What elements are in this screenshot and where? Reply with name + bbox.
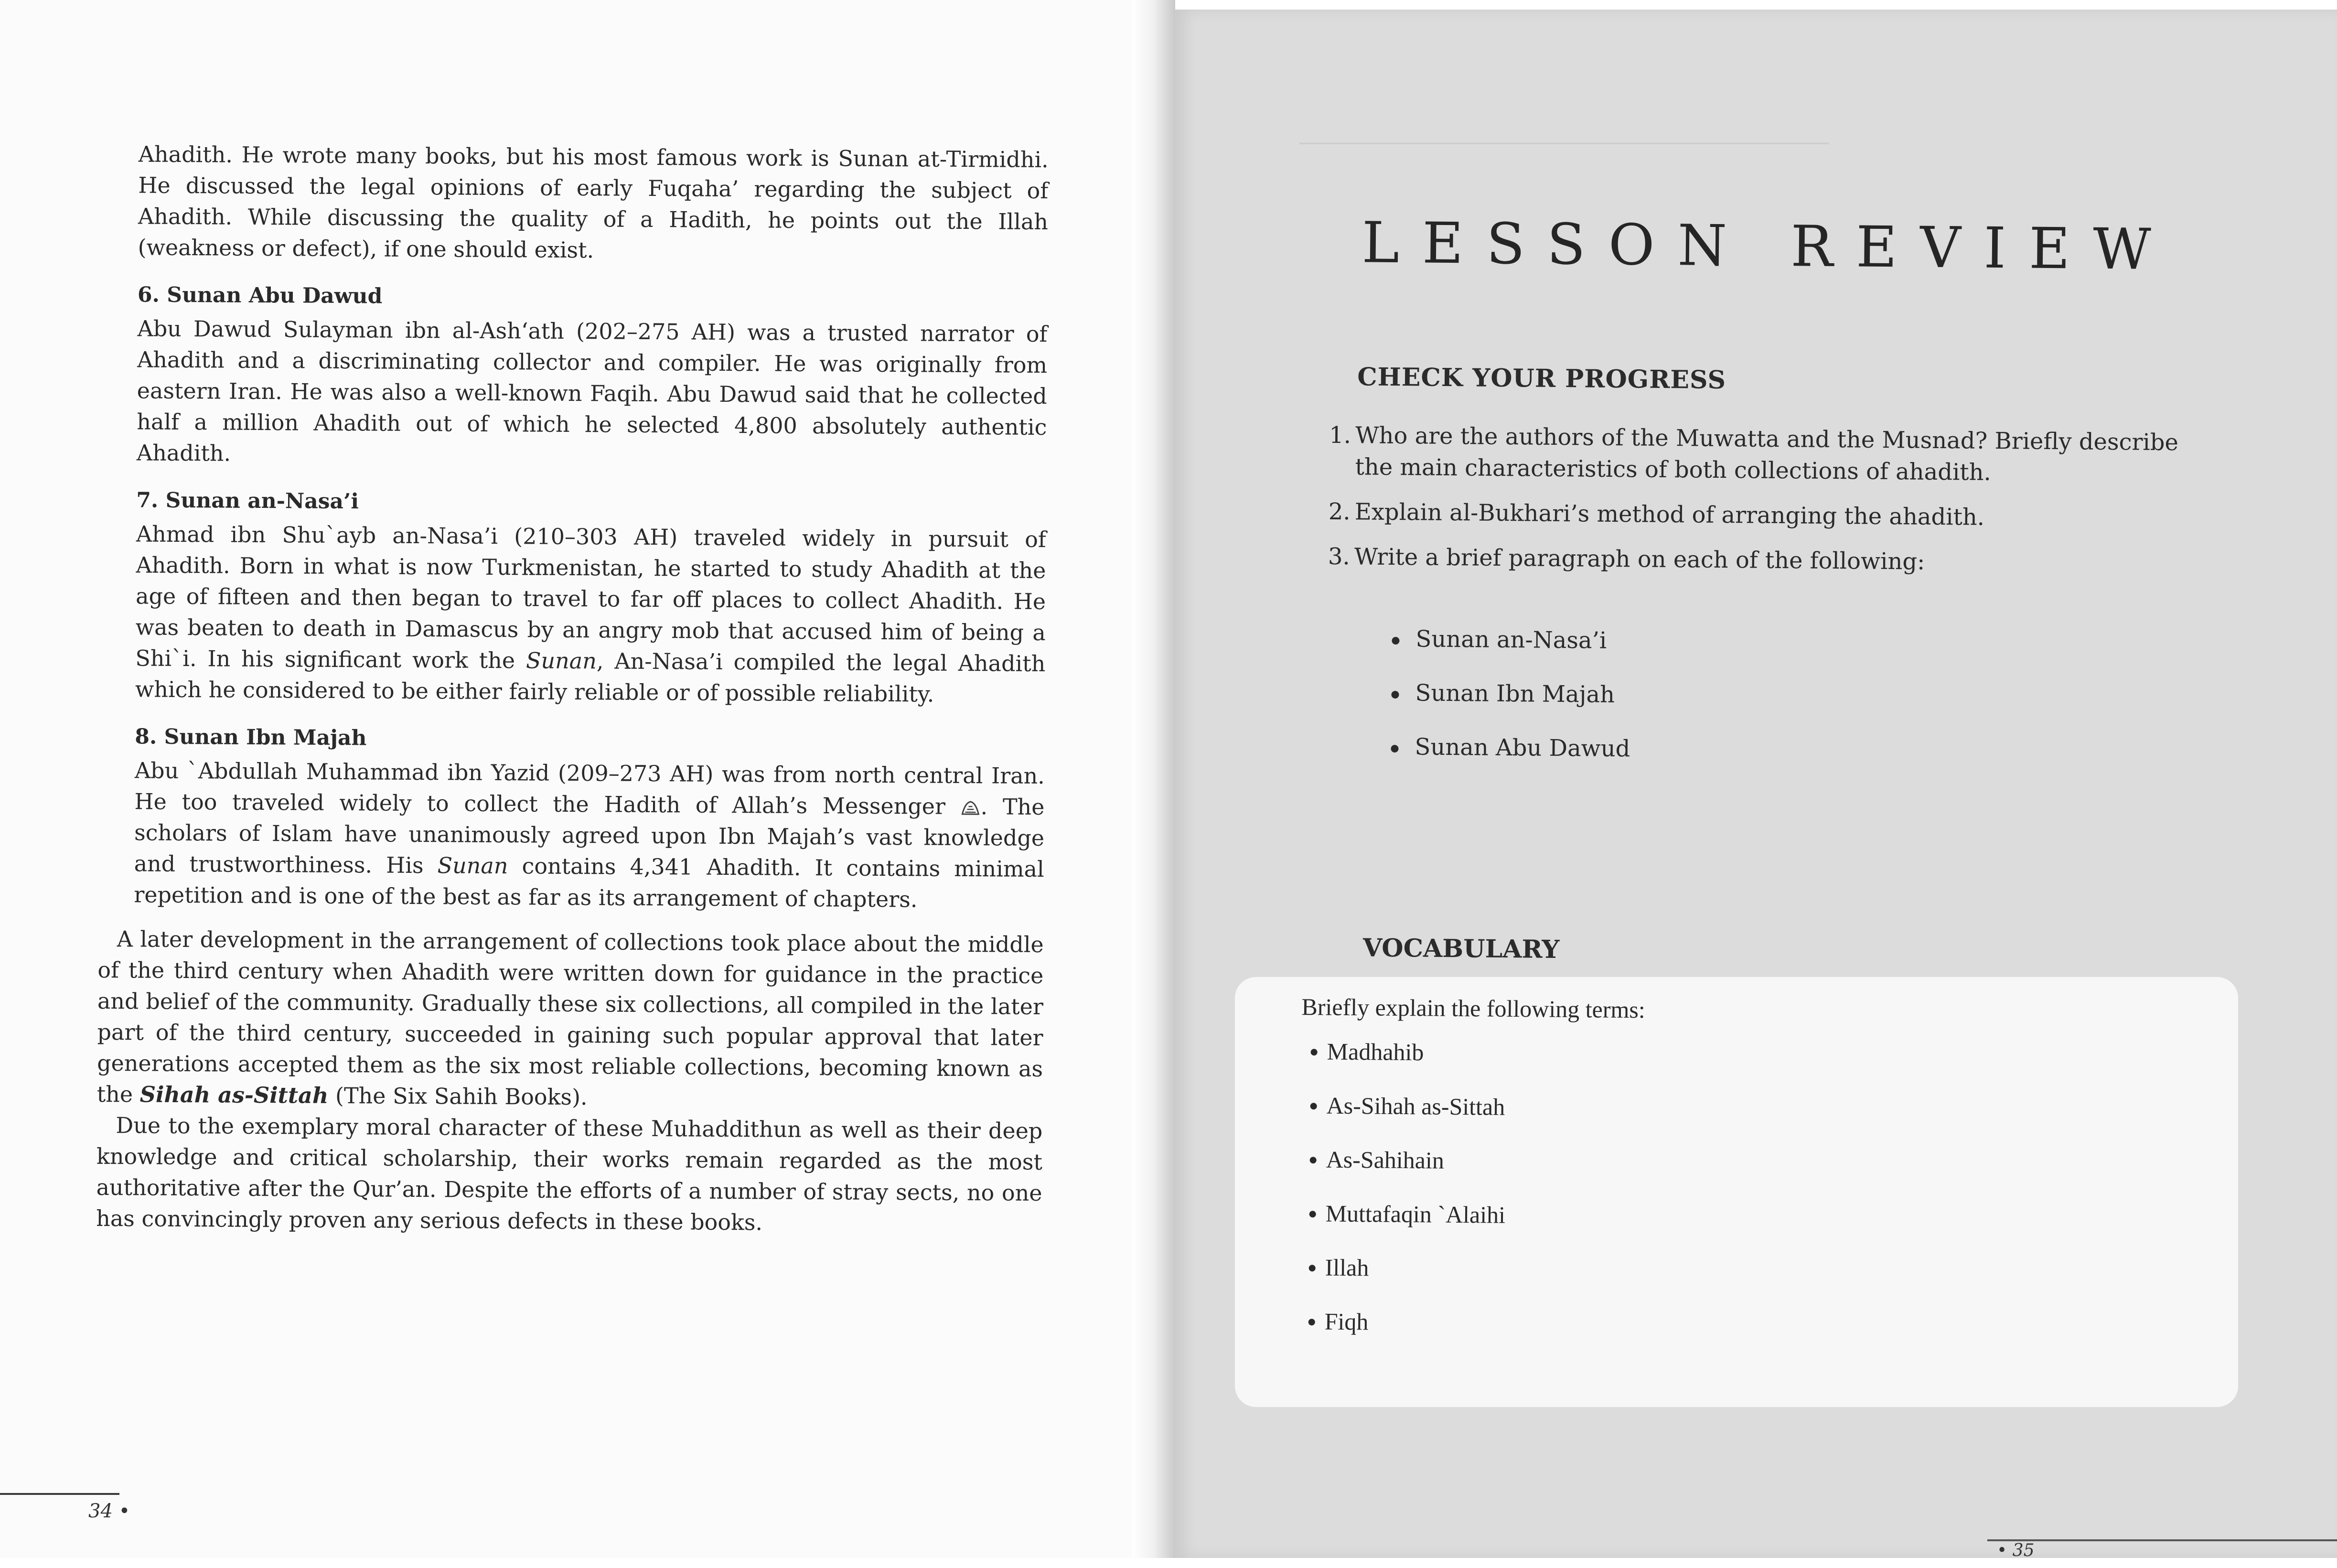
- list-item: Illah: [1308, 1253, 1505, 1309]
- question-list: [1328, 419, 2189, 593]
- section-abu-dawud: [101, 279, 1048, 474]
- page-number-right: • 35: [1997, 1541, 2035, 1560]
- bullet-icon: [1310, 1157, 1317, 1163]
- intro-paragraph: Ahadith. He wrote many books, but his most famous work is Sunan at-Tirmidhi. He discussed the legal opinions of early Fuqaha’ regarding the subject of Ahadith. While discussing the quality of a Hadith, he points out the Illah (weakness or defect), if one should exist.: [138, 141, 1049, 263]
- bullet-icon: [1309, 1265, 1316, 1271]
- question-item: 1. Who are the authors of the Muwatta and the Musnad? Briefly describe the main characteristics of both collections of ahadith.: [1329, 421, 2179, 486]
- section-body: Ahmad ibn Shu`ayb an-Nasa’i (210–303 AH) traveled widely in pursuit of Ahadith. Born in what is now Turkmenistan, he started to study Ahadith at the age of fifteen and then began to travel to far off places to collect Ahadith. He was beaten to death in Damascus by an angry mob that accused him of being a Shi`i. In his significant work the Sunan, An-Nasa’i compiled the legal Ahadith which he considered to be either fairly reliable or of possible reliability.: [135, 521, 1047, 707]
- list-item: Muttafaqin `Alaihi: [1309, 1199, 1505, 1255]
- list-item: Sunan Ibn Majah: [1391, 679, 1631, 735]
- bullet-icon: [1308, 1319, 1315, 1325]
- bullet-icon: [1392, 637, 1399, 644]
- section-an-nasai: [99, 484, 1047, 710]
- closing-paragraph-2: Due to the exemplary moral character of these Muhaddithun as well as their deep knowledge and critical scholarship, their works remain regarded as the most authoritative after the Qur’an. Despite the efforts of a number of stray sects, no one has convincingly proven any serious defects in these books.: [96, 1112, 1043, 1235]
- question-item: 3. Write a brief paragraph on each of the following:: [1328, 543, 1925, 575]
- section-body: Abu Dawud Sulayman ibn al-Ash‘ath (202–275 AH) was a trusted narrator of Ahadith and a discriminating collector and compiler. He was originally from eastern Iran. He was also a well-known Faqih. Abu Dawud said that he collected half a million Ahadith out of which he selected 4,800 absolutely authentic Ahadith.: [136, 315, 1048, 466]
- vocabulary-heading: VOCABULARY: [1362, 933, 1560, 965]
- list-item: As-Sihah as-Sittah: [1310, 1091, 1506, 1147]
- honorific-icon: [961, 793, 981, 809]
- list-item: Sunan an-Nasa’i: [1392, 625, 1631, 681]
- bullet-icon: [1391, 745, 1398, 752]
- list-item: Madhahib: [1310, 1037, 1507, 1093]
- left-page-text: [96, 139, 1049, 1240]
- section-heading: 8. Sunan Ibn Majah: [135, 724, 367, 751]
- check-progress-heading: CHECK YOUR PROGRESS: [1357, 362, 1726, 395]
- bullet-icon: [1311, 1049, 1318, 1055]
- section-body: Abu `Abdullah Muhammad ibn Yazid (209–273 AH) was from north central Iran. He too traveled widely to collect the Hadith of Allah’s Messenger . The scholars of Islam have unanimously agreed upon Ibn Majah’s vast knowledge and trustworthiness. His Sunan contains 4,341 Ahadith. It contains minimal repetition and is one of the best as far as its arrangement of chapters.: [134, 757, 1045, 913]
- bullet-icon: [1391, 691, 1399, 698]
- list-item: Sunan Abu Dawud: [1391, 733, 1630, 789]
- footer-rule: [1987, 1539, 2337, 1541]
- question-item: 2. Explain al-Bukhari’s method of arranging the ahadith.: [1328, 498, 1985, 531]
- closing-paragraph-1: A later development in the arrangement of collections took place about the middle of the third century when Ahadith were written down for guidance in the practice and belief of the community. Gradually these six collections, all compiled in the later part of the third century, succeeded in gaining such popular approval that later generations accepted them as the six most reliable collections, becoming known as the Sihah as-Sittah (The Six Sahih Books).: [96, 926, 1044, 1110]
- section-ibn-majah: [98, 721, 1045, 916]
- page-number-left: 34 •: [88, 1500, 130, 1522]
- bullet-icon: [1310, 1103, 1317, 1109]
- section-heading: 6. Sunan Abu Dawud: [137, 282, 383, 309]
- lesson-review-title: LESSON REVIEW: [1361, 209, 2175, 283]
- sub-item-list: [1391, 625, 1631, 789]
- bullet-icon: [1309, 1211, 1316, 1217]
- left-page: [0, 0, 1137, 1558]
- section-heading: 7. Sunan an-Nasa’i: [136, 488, 359, 514]
- vocabulary-intro: Briefly explain the following terms:: [1301, 993, 1646, 1023]
- show-through-texture: ──────────────────────────────────────────────: [1299, 133, 1829, 155]
- list-item: Fiqh: [1308, 1307, 1504, 1363]
- list-item: As-Sahihain: [1309, 1145, 1506, 1201]
- footer-rule: [0, 1493, 119, 1495]
- vocabulary-list: [1308, 1037, 1507, 1363]
